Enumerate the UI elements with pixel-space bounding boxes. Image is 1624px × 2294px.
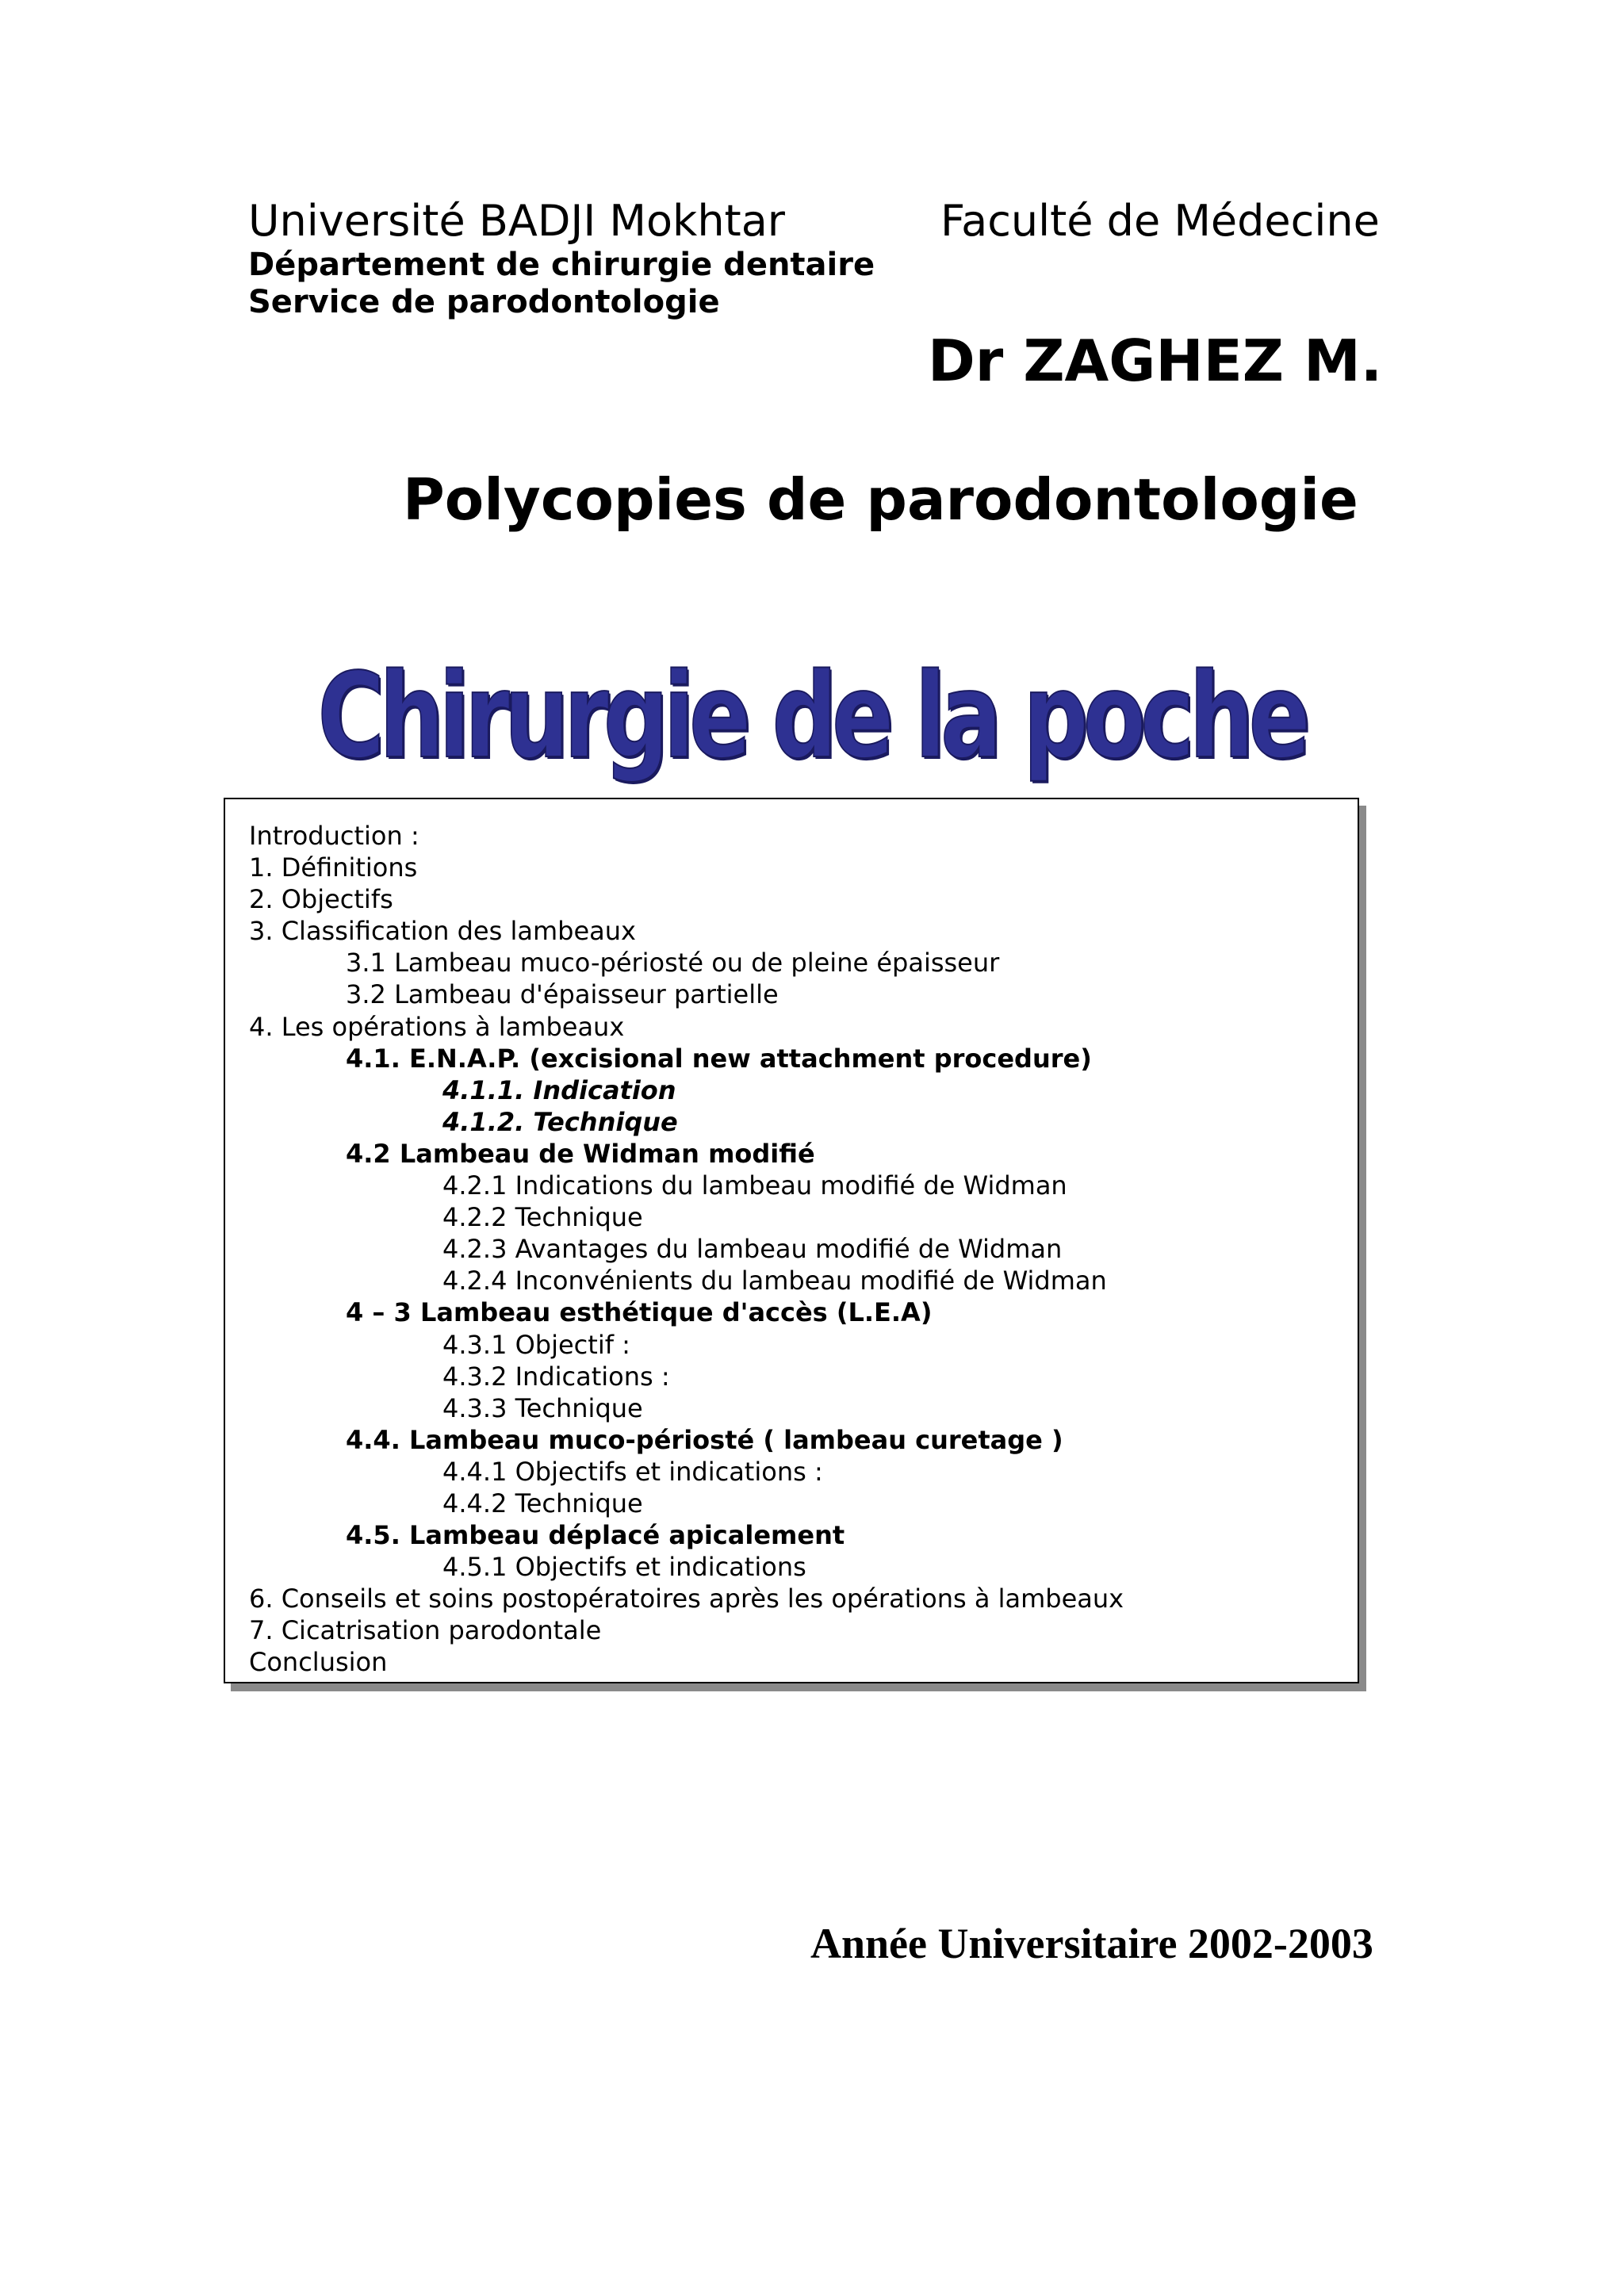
toc-item: 4.1. E.N.A.P. (excisional new attachment procedure) [346, 1043, 1092, 1074]
university-name: Université BADJI Mokhtar [248, 196, 786, 246]
toc-item: Conclusion [249, 1647, 388, 1678]
department-name: Département de chirurgie dentaire [248, 247, 875, 283]
academic-year: Année Universitaire 2002-2003 [810, 1920, 1373, 1967]
document-title: Chirurgie de la poche [317, 648, 1305, 784]
toc-item: 4.2.4 Inconvénients du lambeau modifié de Widman [442, 1266, 1107, 1296]
toc-item: 4.2.2 Technique [442, 1202, 643, 1233]
toc-item: 4.4.2 Technique [442, 1488, 643, 1518]
author-name: Dr ZAGHEZ M. [928, 327, 1383, 394]
table-of-contents [224, 798, 1359, 1683]
toc-item: 2. Objectifs [249, 884, 393, 915]
toc-item: 3.2 Lambeau d'épaisseur partielle [346, 979, 779, 1010]
toc-item: 4.4. Lambeau muco-périosté ( lambeau curetage ) [346, 1424, 1063, 1455]
toc-item: 4.2 Lambeau de Widman modifié [346, 1138, 815, 1169]
toc-item: 1. Définitions [249, 852, 418, 883]
toc-item: Introduction : [249, 821, 419, 851]
toc-item: 4.2.3 Avantages du lambeau modifié de Widman [442, 1234, 1063, 1265]
toc-item: 4 – 3 Lambeau esthétique d'accès (L.E.A) [346, 1297, 933, 1328]
toc-item: 4.3.2 Indications : [442, 1361, 670, 1392]
toc-item: 4.3.3 Technique [442, 1392, 643, 1423]
service-name: Service de parodontologie [248, 284, 720, 320]
toc-item: 4. Les opérations à lambeaux [249, 1011, 625, 1042]
toc-list [249, 820, 1124, 1679]
toc-item: 3.1 Lambeau muco-périosté ou de pleine épaisseur [346, 948, 1000, 978]
toc-item: 4.3.1 Objectif : [442, 1329, 630, 1360]
series-title: Polycopies de parodontologie [403, 466, 1358, 533]
faculty-name: Faculté de Médecine [940, 196, 1380, 246]
toc-item: 4.4.1 Objectifs et indications : [442, 1456, 823, 1487]
toc-item: 3. Classification des lambeaux [249, 916, 636, 947]
toc-item: 4.2.1 Indications du lambeau modifié de Widman [442, 1170, 1067, 1201]
toc-item: 4.1.2. Technique [442, 1106, 678, 1137]
toc-item: 4.5. Lambeau déplacé apicalement [346, 1520, 845, 1551]
toc-item: 7. Cicatrisation parodontale [249, 1615, 602, 1646]
toc-item: 4.5.1 Objectifs et indications [442, 1552, 806, 1583]
toc-item: 6. Conseils et soins postopératoires après les opérations à lambeaux [249, 1584, 1124, 1614]
toc-item: 4.1.1. Indication [442, 1074, 676, 1105]
